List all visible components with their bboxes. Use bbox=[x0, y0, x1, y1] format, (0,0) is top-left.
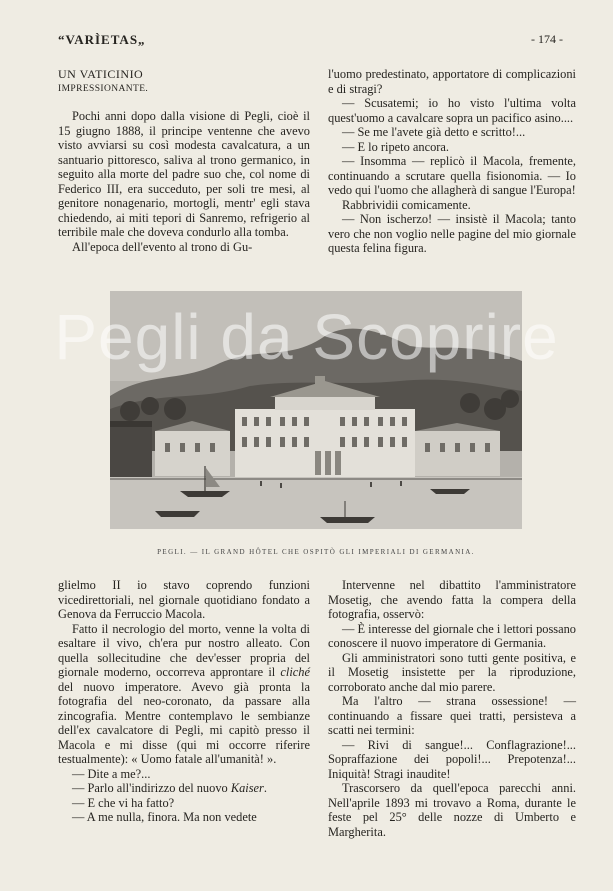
dialogue-line bbox=[58, 781, 310, 796]
engraving-illustration bbox=[110, 291, 522, 529]
grand-hotel-engraving bbox=[110, 291, 522, 529]
paragraph: Intervenne nel dibattito l'amministratore Mosetig, che avendo fatta la compera della fotografia, osservò: bbox=[328, 578, 576, 621]
dialogue-line: — E lo ripeto ancora. bbox=[342, 139, 450, 154]
paragraph: Pochi anni dopo dalla visione di Pegli, cioè il 15 giugno 1888, il principe ventenne che avevo visto avviarsi su così modesta cavalcatura, a un santuario pittoresco, saliva al trono germanico, in seguito alla morte del padre suo che, col nome di Federico III, era succeduto, per soli tre mesi, al genitore nonagenario, mortogli, mentr' egli stava chiedendo, ai miti tepori di Sanremo, refrigerio al terribile male che doveva condurlo alla tomba. bbox=[58, 109, 310, 239]
italic-term: Kaiser bbox=[230, 781, 264, 795]
watermark: Pegli da Scoprire bbox=[54, 301, 559, 373]
text-run: — Parlo all'indirizzo del nuovo bbox=[72, 781, 228, 795]
running-header-title: “VARÌETAS„ bbox=[58, 32, 146, 47]
dialogue-line: — A me nulla, finora. Ma non vedete bbox=[72, 810, 257, 824]
paragraph: Ma l'altro — strana ossessione! — continuando a fissare quei tratti, persisteva a scatti nei termini: bbox=[328, 694, 576, 737]
dialogue-line: — Insomma — replicò il Macola, fremente, continuando a scrutare quella fisionomia. — Io vedo qui l'uomo che allagherà di sangue l'Europa! bbox=[328, 154, 576, 197]
paragraph: All'epoca dell'evento al trono di Gu- bbox=[72, 239, 253, 254]
paragraph: Trascorsero da quell'epoca parecchi anni. Nell'aprile 1893 mi trovavo a Roma, durante le feste pel 25° delle nozze di Umberto e Margherita. bbox=[328, 781, 576, 839]
figure-caption: PEGLI. — IL GRAND HÔTEL CHE OSPITÒ GLI IMPERIALI DI GERMANIA. bbox=[157, 548, 475, 556]
paragraph: glielmo II io stavo coprendo funzioni vicedirettoriali, nel giornale quotidiano fondato a Genova da Ferruccio Macola. bbox=[58, 578, 310, 621]
dialogue-line: — Non ischerzo! — insistè il Macola; tanto vero che non voglio nelle pagine del mio giornale questa felina figura. bbox=[328, 212, 576, 255]
italic-term: cliché bbox=[280, 665, 310, 679]
paragraph: l'uomo predestinato, apportatore di complicazioni e di stragi? bbox=[328, 67, 576, 96]
article-subheading: IMPRESSIONANTE. bbox=[58, 83, 149, 94]
text-run: del nuovo imperatore. Avevo già pronta la fotografia del neo-coronato, da passare alla zincografia. Mentre contemplavo le sembianze dell'ex cavalcatore di Pegli, mi capitò presso il Macola e mi disse (qui mi occorre riferire testualmente): « Uomo fatale all'umanità! ». bbox=[58, 679, 310, 766]
text-column-1 bbox=[58, 67, 310, 254]
article-heading: UN VATICINIO bbox=[58, 67, 144, 81]
page-number: - 174 - bbox=[531, 32, 563, 46]
text-column-3 bbox=[58, 578, 310, 825]
dialogue-line: — E che vi ha fatto? bbox=[72, 795, 175, 810]
text-run: . bbox=[263, 781, 267, 795]
paragraph: Rabbrividii comicamente. bbox=[342, 197, 471, 212]
paragraph: Gli amministratori sono tutti gente positiva, e il Mosetig insistette per la riproduzione, corroborato anche dal mio parere. bbox=[328, 650, 576, 694]
dialogue-line: — Rivi di sangue!... Conflagrazione!... Sopraffazione dei popoli!... Prepotenza!... Iniquità! Stragi inaudite! bbox=[328, 737, 576, 781]
text-column-2 bbox=[328, 67, 576, 256]
dialogue-line: — Scusatemi; io ho visto l'ultima volta quest'uomo a cavalcare sopra un pacifico asino.... bbox=[328, 96, 576, 125]
paragraph bbox=[58, 622, 310, 767]
dialogue-line: — Dite a me?... bbox=[72, 766, 151, 781]
dialogue-line: — Se me l'avete già detto e scritto!... bbox=[342, 125, 526, 139]
text-column-4 bbox=[328, 578, 576, 839]
text-run: Fatto il necrologio del morto, venne la volta di esaltare il vivo, ch'era pur nostro alleato. Con quella sollecitudine che dev'esser propria del giornale moderno, occorreva approntare il bbox=[58, 621, 310, 679]
dialogue-line: — È interesse del giornale che i lettori possano conoscere il nuovo imperatore di Germania. bbox=[328, 621, 576, 650]
